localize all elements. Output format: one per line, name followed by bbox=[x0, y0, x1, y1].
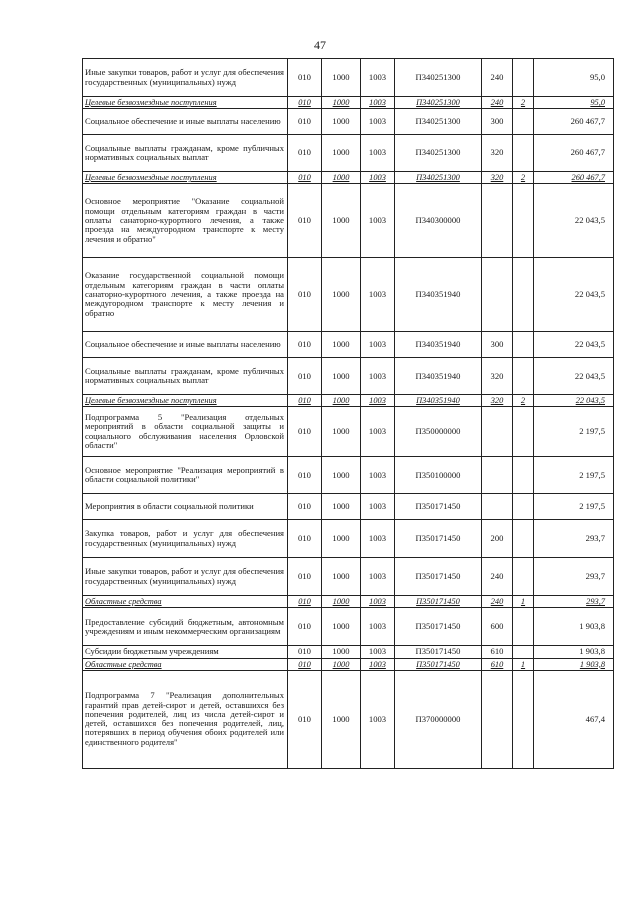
row-name-cell: Областные средства bbox=[83, 658, 288, 670]
table-row bbox=[83, 59, 614, 97]
source-code-cell bbox=[513, 109, 534, 135]
row-name-cell: Подпрограмма 7 "Реализация дополнительных гарантий прав детей-сирот и детей, оставшихся без попечения родителей, лиц из числа детей-сирот и детей, оставшихся без попечения родителей, лиц, потерявших в период обучения обоих родителей или единственного родителя" bbox=[83, 670, 288, 768]
source-code-cell bbox=[513, 670, 534, 768]
expense-type-code-cell: 240 bbox=[482, 59, 513, 97]
target-article-code-cell: П350171450 bbox=[395, 558, 482, 596]
subsection-code-cell: 1003 bbox=[361, 646, 395, 658]
row-name-cell: Оказание государственной социальной помощи отдельным категориям граждан в части оплаты санаторно-курортного лечения, а также проезда на междугородном транспорте к месту лечения и обратно bbox=[83, 258, 288, 332]
source-code-cell bbox=[513, 358, 534, 395]
target-article-code-cell: П340300000 bbox=[395, 184, 482, 258]
subsection-code-cell: 1003 bbox=[361, 109, 395, 135]
subsection-code-cell: 1003 bbox=[361, 558, 395, 596]
table-row bbox=[83, 97, 614, 109]
row-name-cell: Целевые безвозмездные поступления bbox=[83, 97, 288, 109]
subsection-code-cell: 1003 bbox=[361, 184, 395, 258]
target-article-code-cell: П340351940 bbox=[395, 395, 482, 407]
expense-type-code-cell: 300 bbox=[482, 332, 513, 358]
ministry-code-cell: 010 bbox=[288, 608, 322, 646]
row-name-cell: Субсидии бюджетным учреждениям bbox=[83, 646, 288, 658]
subsection-code-cell: 1003 bbox=[361, 457, 395, 494]
source-code-cell: 1 bbox=[513, 596, 534, 608]
row-name-cell: Социальные выплаты гражданам, кроме публичных нормативных социальных выплат bbox=[83, 358, 288, 395]
expense-type-code-cell bbox=[482, 407, 513, 457]
target-article-code-cell: П340351940 bbox=[395, 258, 482, 332]
amount-cell: 22 043,5 bbox=[534, 395, 614, 407]
row-name-cell: Мероприятия в области социальной политики bbox=[83, 494, 288, 520]
section-code-cell: 1000 bbox=[322, 494, 361, 520]
expense-type-code-cell: 320 bbox=[482, 135, 513, 172]
source-code-cell bbox=[513, 608, 534, 646]
amount-cell: 22 043,5 bbox=[534, 258, 614, 332]
page-number: 47 bbox=[314, 38, 326, 52]
table-row bbox=[83, 658, 614, 670]
subsection-code-cell: 1003 bbox=[361, 358, 395, 395]
source-code-cell bbox=[513, 646, 534, 658]
subsection-code-cell: 1003 bbox=[361, 258, 395, 332]
target-article-code-cell: П350171450 bbox=[395, 658, 482, 670]
ministry-code-cell: 010 bbox=[288, 596, 322, 608]
source-code-cell bbox=[513, 558, 534, 596]
section-code-cell: 1000 bbox=[322, 658, 361, 670]
source-code-cell: 2 bbox=[513, 172, 534, 184]
ministry-code-cell: 010 bbox=[288, 407, 322, 457]
target-article-code-cell: П340251300 bbox=[395, 109, 482, 135]
table-row bbox=[83, 494, 614, 520]
ministry-code-cell: 010 bbox=[288, 97, 322, 109]
section-code-cell: 1000 bbox=[322, 670, 361, 768]
expense-type-code-cell: 610 bbox=[482, 646, 513, 658]
ministry-code-cell: 010 bbox=[288, 109, 322, 135]
table-row bbox=[83, 358, 614, 395]
ministry-code-cell: 010 bbox=[288, 646, 322, 658]
target-article-code-cell: П350171450 bbox=[395, 608, 482, 646]
amount-cell: 2 197,5 bbox=[534, 407, 614, 457]
section-code-cell: 1000 bbox=[322, 109, 361, 135]
row-name-cell: Социальные выплаты гражданам, кроме публичных нормативных социальных выплат bbox=[83, 135, 288, 172]
table-row bbox=[83, 332, 614, 358]
ministry-code-cell: 010 bbox=[288, 135, 322, 172]
expense-type-code-cell: 320 bbox=[482, 358, 513, 395]
source-code-cell bbox=[513, 332, 534, 358]
table-row bbox=[83, 457, 614, 494]
amount-cell: 1 903,8 bbox=[534, 608, 614, 646]
section-code-cell: 1000 bbox=[322, 646, 361, 658]
subsection-code-cell: 1003 bbox=[361, 658, 395, 670]
amount-cell: 1 903,8 bbox=[534, 646, 614, 658]
budget-table bbox=[82, 58, 614, 769]
table-row bbox=[83, 558, 614, 596]
row-name-cell: Подпрограмма 5 "Реализация отдельных мероприятий в области социальной защиты и социального обслуживания населения Орловской области" bbox=[83, 407, 288, 457]
amount-cell: 260 467,7 bbox=[534, 135, 614, 172]
row-name-cell: Основное мероприятие "Реализация мероприятий в области социальной политики" bbox=[83, 457, 288, 494]
target-article-code-cell: П340251300 bbox=[395, 59, 482, 97]
section-code-cell: 1000 bbox=[322, 135, 361, 172]
amount-cell: 95,0 bbox=[534, 59, 614, 97]
expense-type-code-cell bbox=[482, 258, 513, 332]
expense-type-code-cell: 240 bbox=[482, 596, 513, 608]
amount-cell: 293,7 bbox=[534, 520, 614, 558]
amount-cell: 293,7 bbox=[534, 596, 614, 608]
subsection-code-cell: 1003 bbox=[361, 407, 395, 457]
ministry-code-cell: 010 bbox=[288, 395, 322, 407]
subsection-code-cell: 1003 bbox=[361, 97, 395, 109]
amount-cell: 467,4 bbox=[534, 670, 614, 768]
ministry-code-cell: 010 bbox=[288, 184, 322, 258]
target-article-code-cell: П340251300 bbox=[395, 135, 482, 172]
row-name-cell: Закупка товаров, работ и услуг для обеспечения государственных (муниципальных) нужд bbox=[83, 520, 288, 558]
source-code-cell bbox=[513, 135, 534, 172]
expense-type-code-cell: 320 bbox=[482, 395, 513, 407]
row-name-cell: Социальное обеспечение и иные выплаты населению bbox=[83, 332, 288, 358]
section-code-cell: 1000 bbox=[322, 596, 361, 608]
expense-type-code-cell bbox=[482, 670, 513, 768]
section-code-cell: 1000 bbox=[322, 558, 361, 596]
subsection-code-cell: 1003 bbox=[361, 135, 395, 172]
target-article-code-cell: П350171450 bbox=[395, 494, 482, 520]
ministry-code-cell: 010 bbox=[288, 670, 322, 768]
section-code-cell: 1000 bbox=[322, 97, 361, 109]
amount-cell: 22 043,5 bbox=[534, 332, 614, 358]
target-article-code-cell: П350171450 bbox=[395, 520, 482, 558]
subsection-code-cell: 1003 bbox=[361, 670, 395, 768]
subsection-code-cell: 1003 bbox=[361, 59, 395, 97]
target-article-code-cell: П340351940 bbox=[395, 332, 482, 358]
table-row bbox=[83, 258, 614, 332]
section-code-cell: 1000 bbox=[322, 395, 361, 407]
section-code-cell: 1000 bbox=[322, 608, 361, 646]
source-code-cell bbox=[513, 59, 534, 97]
expense-type-code-cell bbox=[482, 457, 513, 494]
section-code-cell: 1000 bbox=[322, 59, 361, 97]
section-code-cell: 1000 bbox=[322, 332, 361, 358]
row-name-cell: Иные закупки товаров, работ и услуг для обеспечения государственных (муниципальных) нужд bbox=[83, 59, 288, 97]
source-code-cell: 1 bbox=[513, 658, 534, 670]
table-row bbox=[83, 407, 614, 457]
subsection-code-cell: 1003 bbox=[361, 172, 395, 184]
row-name-cell: Целевые безвозмездные поступления bbox=[83, 395, 288, 407]
ministry-code-cell: 010 bbox=[288, 332, 322, 358]
target-article-code-cell: П340251300 bbox=[395, 97, 482, 109]
table-row bbox=[83, 608, 614, 646]
ministry-code-cell: 010 bbox=[288, 520, 322, 558]
row-name-cell: Основное мероприятие "Оказание социальной помощи отдельным категориям граждан в части оплаты санаторно-курортного лечения, а также проезда на междугородном транспорте к месту лечения и обратно" bbox=[83, 184, 288, 258]
expense-type-code-cell: 300 bbox=[482, 109, 513, 135]
amount-cell: 22 043,5 bbox=[534, 184, 614, 258]
ministry-code-cell: 010 bbox=[288, 59, 322, 97]
row-name-cell: Областные средства bbox=[83, 596, 288, 608]
row-name-cell: Предоставление субсидий бюджетным, автономным учреждениям и иным некоммерческим организациям bbox=[83, 608, 288, 646]
table-row bbox=[83, 172, 614, 184]
section-code-cell: 1000 bbox=[322, 407, 361, 457]
section-code-cell: 1000 bbox=[322, 172, 361, 184]
section-code-cell: 1000 bbox=[322, 258, 361, 332]
expense-type-code-cell: 240 bbox=[482, 97, 513, 109]
target-article-code-cell: П370000000 bbox=[395, 670, 482, 768]
table-row bbox=[83, 670, 614, 768]
ministry-code-cell: 010 bbox=[288, 558, 322, 596]
source-code-cell bbox=[513, 258, 534, 332]
expense-type-code-cell: 320 bbox=[482, 172, 513, 184]
subsection-code-cell: 1003 bbox=[361, 395, 395, 407]
expense-type-code-cell: 600 bbox=[482, 608, 513, 646]
row-name-cell: Иные закупки товаров, работ и услуг для обеспечения государственных (муниципальных) нужд bbox=[83, 558, 288, 596]
source-code-cell: 2 bbox=[513, 97, 534, 109]
table-row bbox=[83, 646, 614, 658]
amount-cell: 1 903,8 bbox=[534, 658, 614, 670]
expense-type-code-cell bbox=[482, 184, 513, 258]
subsection-code-cell: 1003 bbox=[361, 608, 395, 646]
ministry-code-cell: 010 bbox=[288, 358, 322, 395]
section-code-cell: 1000 bbox=[322, 184, 361, 258]
table-row bbox=[83, 395, 614, 407]
subsection-code-cell: 1003 bbox=[361, 332, 395, 358]
ministry-code-cell: 010 bbox=[288, 172, 322, 184]
table-row bbox=[83, 184, 614, 258]
subsection-code-cell: 1003 bbox=[361, 596, 395, 608]
amount-cell: 95,0 bbox=[534, 97, 614, 109]
target-article-code-cell: П350000000 bbox=[395, 407, 482, 457]
amount-cell: 2 197,5 bbox=[534, 494, 614, 520]
amount-cell: 2 197,5 bbox=[534, 457, 614, 494]
subsection-code-cell: 1003 bbox=[361, 494, 395, 520]
source-code-cell bbox=[513, 457, 534, 494]
amount-cell: 260 467,7 bbox=[534, 172, 614, 184]
amount-cell: 293,7 bbox=[534, 558, 614, 596]
table-body bbox=[83, 59, 614, 769]
row-name-cell: Социальное обеспечение и иные выплаты населению bbox=[83, 109, 288, 135]
amount-cell: 22 043,5 bbox=[534, 358, 614, 395]
table-row bbox=[83, 520, 614, 558]
target-article-code-cell: П350100000 bbox=[395, 457, 482, 494]
source-code-cell bbox=[513, 520, 534, 558]
ministry-code-cell: 010 bbox=[288, 658, 322, 670]
table-row bbox=[83, 135, 614, 172]
section-code-cell: 1000 bbox=[322, 457, 361, 494]
amount-cell: 260 467,7 bbox=[534, 109, 614, 135]
target-article-code-cell: П350171450 bbox=[395, 646, 482, 658]
row-name-cell: Целевые безвозмездные поступления bbox=[83, 172, 288, 184]
subsection-code-cell: 1003 bbox=[361, 520, 395, 558]
table-row bbox=[83, 109, 614, 135]
source-code-cell bbox=[513, 407, 534, 457]
ministry-code-cell: 010 bbox=[288, 494, 322, 520]
expense-type-code-cell: 610 bbox=[482, 658, 513, 670]
ministry-code-cell: 010 bbox=[288, 258, 322, 332]
expense-type-code-cell: 200 bbox=[482, 520, 513, 558]
expense-type-code-cell: 240 bbox=[482, 558, 513, 596]
ministry-code-cell: 010 bbox=[288, 457, 322, 494]
target-article-code-cell: П340251300 bbox=[395, 172, 482, 184]
table-row bbox=[83, 596, 614, 608]
source-code-cell bbox=[513, 494, 534, 520]
section-code-cell: 1000 bbox=[322, 358, 361, 395]
target-article-code-cell: П340351940 bbox=[395, 358, 482, 395]
source-code-cell: 2 bbox=[513, 395, 534, 407]
expense-type-code-cell bbox=[482, 494, 513, 520]
target-article-code-cell: П350171450 bbox=[395, 596, 482, 608]
source-code-cell bbox=[513, 184, 534, 258]
section-code-cell: 1000 bbox=[322, 520, 361, 558]
